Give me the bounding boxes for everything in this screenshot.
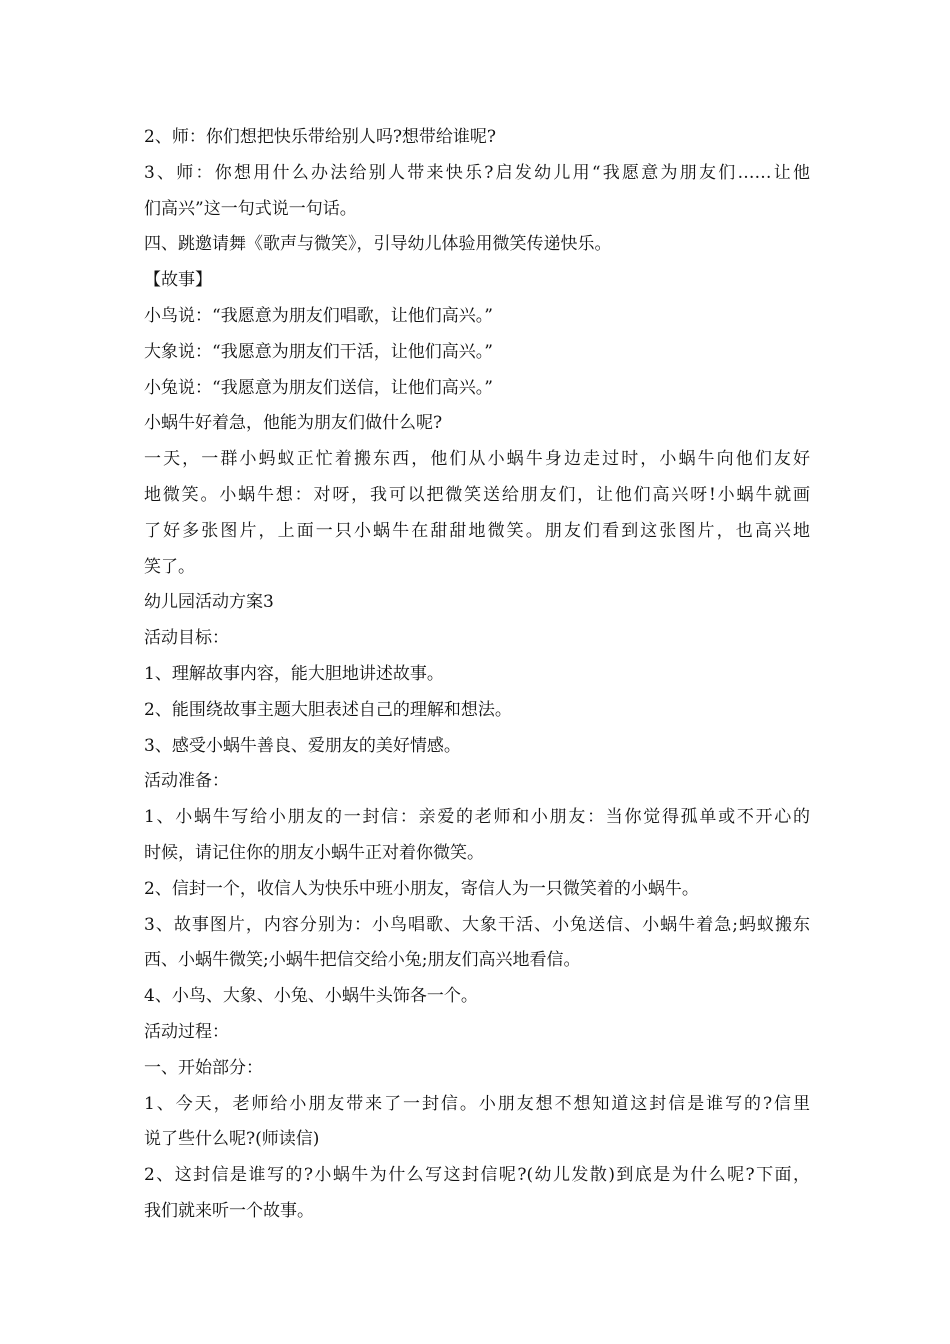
text-line: 说了些什么呢?(师读信) — [144, 1129, 320, 1150]
text-line: 了好多张图片，上面一只小蜗牛在甜甜地微笑。朋友们看到这张图片，也高兴地 — [144, 520, 810, 541]
text-line: 【故事】 — [144, 270, 212, 291]
text-line: 我们就来听一个故事。 — [144, 1200, 314, 1221]
text-line: 3、感受小蜗牛善良、爱朋友的美好情感。 — [144, 735, 461, 756]
text-line: 2、能围绕故事主题大胆表述自己的理解和想法。 — [144, 699, 512, 720]
text-line: 4、小鸟、大象、小兔、小蜗牛头饰各一个。 — [144, 986, 478, 1007]
document-body — [144, 120, 810, 1230]
text-line: 2、这封信是谁写的?小蜗牛为什么写这封信呢?(幼儿发散)到底是为什么呢?下面， — [144, 1165, 810, 1186]
text-line: 小蜗牛好着急，他能为朋友们做什么呢? — [144, 413, 443, 434]
text-line: 大象说：“我愿意为朋友们干活，让他们高兴。” — [144, 341, 493, 362]
text-line: 地微笑。小蜗牛想：对呀，我可以把微笑送给朋友们，让他们高兴呀!小蜗牛就画 — [144, 484, 810, 505]
text-line: 活动过程： — [144, 1021, 229, 1042]
text-line: 笑了。 — [144, 556, 195, 577]
text-line: 一天，一群小蚂蚁正忙着搬东西，他们从小蜗牛身边走过时，小蜗牛向他们友好 — [144, 449, 810, 470]
text-line: 1、理解故事内容，能大胆地讲述故事。 — [144, 663, 444, 684]
text-line: 幼儿园活动方案3 — [144, 592, 274, 613]
text-line: 西、小蜗牛微笑;小蜗牛把信交给小兔;朋友们高兴地看信。 — [144, 950, 581, 971]
text-line: 2、信封一个，收信人为快乐中班小朋友，寄信人为一只微笑着的小蜗牛。 — [144, 878, 699, 899]
text-line: 3、师：你想用什么办法给别人带来快乐?启发幼儿用“我愿意为朋友们……让他 — [144, 162, 810, 183]
text-line: 1、小蜗牛写给小朋友的一封信：亲爱的老师和小朋友：当你觉得孤单或不开心的 — [144, 807, 810, 828]
text-line: 小鸟说：“我愿意为朋友们唱歌，让他们高兴。” — [144, 305, 493, 326]
text-line: 3、故事图片，内容分别为：小鸟唱歌、大象干活、小兔送信、小蜗牛着急;蚂蚁搬东 — [144, 914, 810, 935]
text-line: 活动准备： — [144, 771, 229, 792]
text-line: 1、今天，老师给小朋友带来了一封信。小朋友想不想知道这封信是谁写的?信里 — [144, 1093, 810, 1114]
text-line: 小兔说：“我愿意为朋友们送信，让他们高兴。” — [144, 377, 493, 398]
text-line: 2、师：你们想把快乐带给别人吗?想带给谁呢? — [144, 127, 497, 147]
text-line: 四、跳邀请舞《歌声与微笑》，引导幼儿体验用微笑传递快乐。 — [144, 234, 612, 255]
text-line: 时候，请记住你的朋友小蜗牛正对着你微笑。 — [144, 842, 484, 863]
text-line: 们高兴”这一句式说一句话。 — [144, 198, 357, 219]
text-line: 活动目标： — [144, 628, 229, 649]
text-line: 一、开始部分： — [144, 1057, 263, 1078]
